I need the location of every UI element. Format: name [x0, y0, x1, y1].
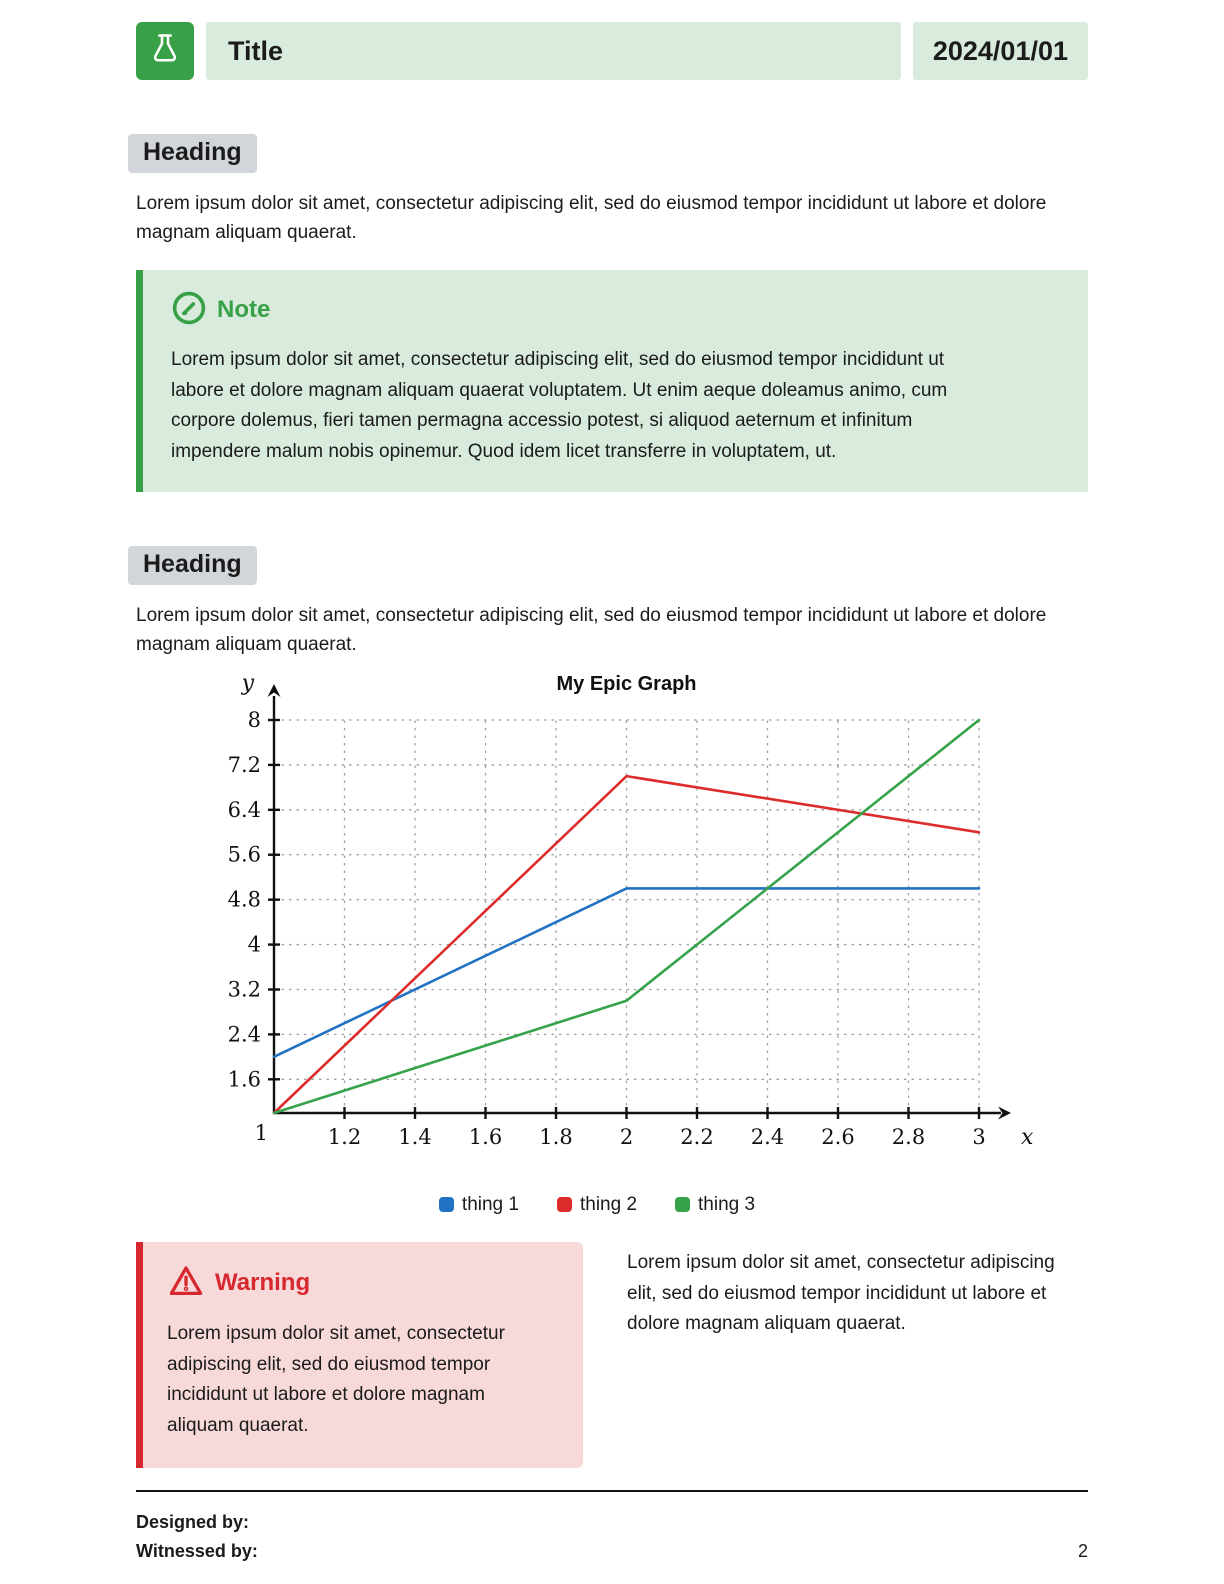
legend-swatch [675, 1197, 690, 1212]
page-number: 2 [1077, 1541, 1088, 1562]
svg-text:y: y [241, 670, 254, 696]
svg-text:3.2: 3.2 [227, 977, 261, 1002]
svg-text:1.4: 1.4 [398, 1124, 432, 1149]
logo [136, 22, 194, 80]
warning-triangle-icon [167, 1262, 205, 1305]
svg-text:4.8: 4.8 [227, 887, 261, 912]
two-column-section [136, 1242, 1088, 1468]
pencil-circle-icon [171, 290, 207, 331]
date-box [913, 22, 1088, 80]
title-bar [206, 22, 901, 80]
svg-text:6.4: 6.4 [227, 797, 261, 822]
svg-text:2.8: 2.8 [891, 1124, 926, 1149]
warning-title: Warning [215, 1269, 311, 1297]
legend-swatch [439, 1197, 454, 1212]
svg-text:2.6: 2.6 [821, 1124, 855, 1149]
svg-text:1.8: 1.8 [539, 1124, 573, 1149]
section-heading-2: Heading [128, 546, 257, 585]
note-title: Note [217, 296, 271, 324]
chart-svg [224, 668, 1069, 1150]
legend-label: thing 2 [579, 1193, 638, 1215]
svg-text:x: x [1021, 1124, 1034, 1150]
svg-text:My Epic Graph: My Epic Graph [556, 672, 697, 695]
document-header [136, 22, 1088, 80]
svg-text:1.6: 1.6 [468, 1124, 503, 1149]
aside-paragraph: Lorem ipsum dolor sit amet, consectetur adipiscing elit, sed do eiusmod tempor incididunt ut labore et dolore magnam aliquam quaerat. [627, 1251, 1055, 1335]
svg-text:7.2: 7.2 [227, 752, 261, 777]
legend-item [439, 1194, 519, 1216]
warning-text: Lorem ipsum dolor sit amet, consectetur adipiscing elit, sed do eiusmod tempor incididunt ut labore et dolore magnam aliquam quaerat. [167, 1322, 505, 1437]
chart-legend [106, 1194, 1088, 1216]
svg-text:2.4: 2.4 [227, 1022, 261, 1047]
note-header [171, 290, 1060, 331]
legend-swatch [557, 1197, 572, 1212]
svg-text:1: 1 [254, 1120, 268, 1145]
warning-callout [136, 1242, 583, 1468]
legend-label: thing 1 [461, 1193, 519, 1215]
svg-text:3: 3 [972, 1124, 986, 1149]
note-callout [136, 270, 1088, 492]
footer-divider [136, 1490, 1088, 1492]
svg-text:2.4: 2.4 [750, 1124, 785, 1149]
section-paragraph-1: Lorem ipsum dolor sit amet, consectetur adipiscing elit, sed do eiusmod tempor incididunt ut labore et dolore magnam aliquam quaerat. [136, 193, 1047, 244]
flask-icon [147, 31, 183, 72]
witnessed-by-label: Witnessed by: [136, 1541, 258, 1562]
svg-text:1.2: 1.2 [327, 1124, 362, 1149]
document-footer [136, 1490, 1088, 1566]
section-heading-1: Heading [128, 134, 257, 173]
document-date: 2024/01/01 [932, 35, 1068, 66]
svg-text:4: 4 [247, 932, 261, 957]
note-text: Lorem ipsum dolor sit amet, consectetur adipiscing elit, sed do eiusmod tempor incididunt ut labore et dolore magnam aliquam quaerat voluptatem. Ut enim aeque doleamus animo, cum corpore dolemus, fieri tamen permagna accessio potest, si aliquod aeternum et infinitum impendere malum nobis opinemur. Quod idem licet transferre in voluptatem, ut. [171, 348, 948, 463]
svg-text:2: 2 [619, 1124, 634, 1149]
svg-text:1.6: 1.6 [227, 1067, 261, 1092]
warning-header [167, 1262, 559, 1305]
legend-item [675, 1194, 755, 1216]
legend-label: thing 3 [698, 1193, 756, 1215]
svg-text:8: 8 [247, 707, 261, 732]
document-title: Title [228, 35, 284, 66]
svg-text:2.2: 2.2 [680, 1124, 714, 1149]
section-paragraph-2: Lorem ipsum dolor sit amet, consectetur adipiscing elit, sed do eiusmod tempor incididunt ut labore et dolore magnam aliquam quaerat. [136, 604, 1047, 656]
chart-container [224, 668, 1088, 1150]
svg-text:5.6: 5.6 [227, 842, 261, 867]
legend-item [557, 1194, 637, 1216]
designed-by-label: Designed by: [136, 1512, 250, 1533]
